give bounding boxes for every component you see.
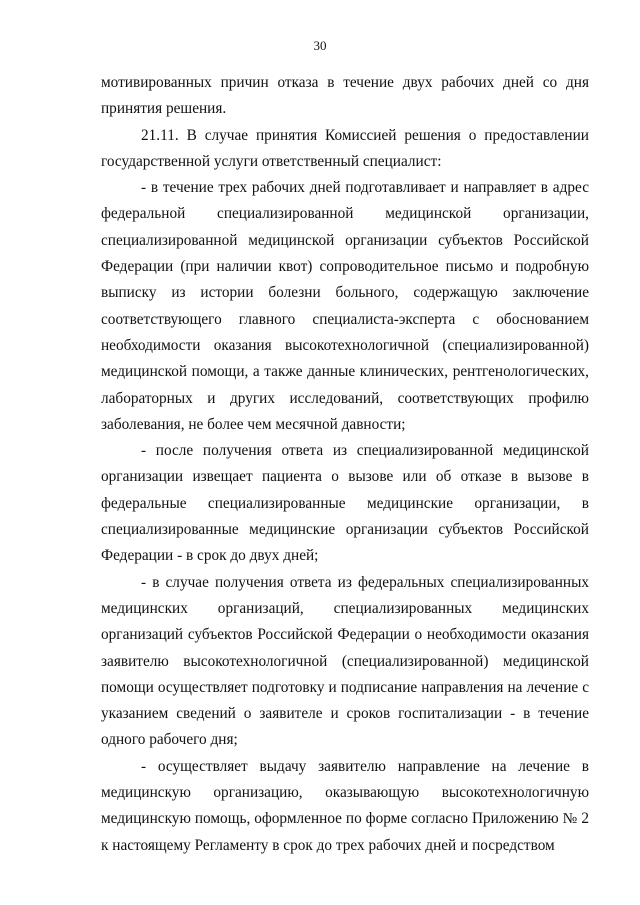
paragraph-item-notify-patient: - после получения ответа из специализированной медицинской организации извещает пациента о вызове или об отказе в вызове в федеральные специализированные медицинские организации, в специализированные медицинские организации субъектов Российской Федерации - в срок до двух дней;: [101, 442, 589, 565]
paragraph-item-prepare-letter: - в течение трех рабочих дней подготавливает и направляет в адрес федеральной специализированной медицинской организации, специализированной медицинской организации субъектов Российской Федерации (при наличии квот) сопроводительное письмо и подробную выписку из истории болезни больного, содержащую заключение соответствующего главного специалиста-эксперта с обоснованием необходимости оказания высокотехнологичной (специализированной) медицинской помощи, а также данные клинических, рентгенологических, лабораторных и других исследований, соответствующих профилю заболевания, не более чем месячной давности;: [101, 179, 589, 433]
paragraph-item-issue-referral: - осуществляет выдачу заявителю направление на лечение в медицинскую организацию, оказывающую высокотехнологичную медицинскую помощь, оформленное по форме согласно Приложению № 2 к настоящему Регламенту в срок до трех рабочих дней и посредством: [101, 757, 589, 854]
paragraph-clause-21-11: 21.11. В случае принятия Комиссией решения о предоставлении государственной услуги ответственный специалист:: [101, 126, 589, 170]
paragraph-continuation: мотивированных причин отказа в течение двух рабочих дней со дня принятия решения.: [101, 74, 589, 118]
document-body: [101, 70, 589, 859]
paragraph-item-referral: - в случае получения ответа из федеральных специализированных медицинских организаций, специализированных медицинских организаций субъектов Российской Федерации о необходимости оказания заявителю высокотехнологичной (специализированной) медицинской помощи осуществляет подготовку и подписание направления на лечение с указанием сведений о заявителе и сроков госпитализации - в течение одного рабочего дня;: [101, 573, 589, 749]
page-number: 30: [313, 38, 327, 53]
